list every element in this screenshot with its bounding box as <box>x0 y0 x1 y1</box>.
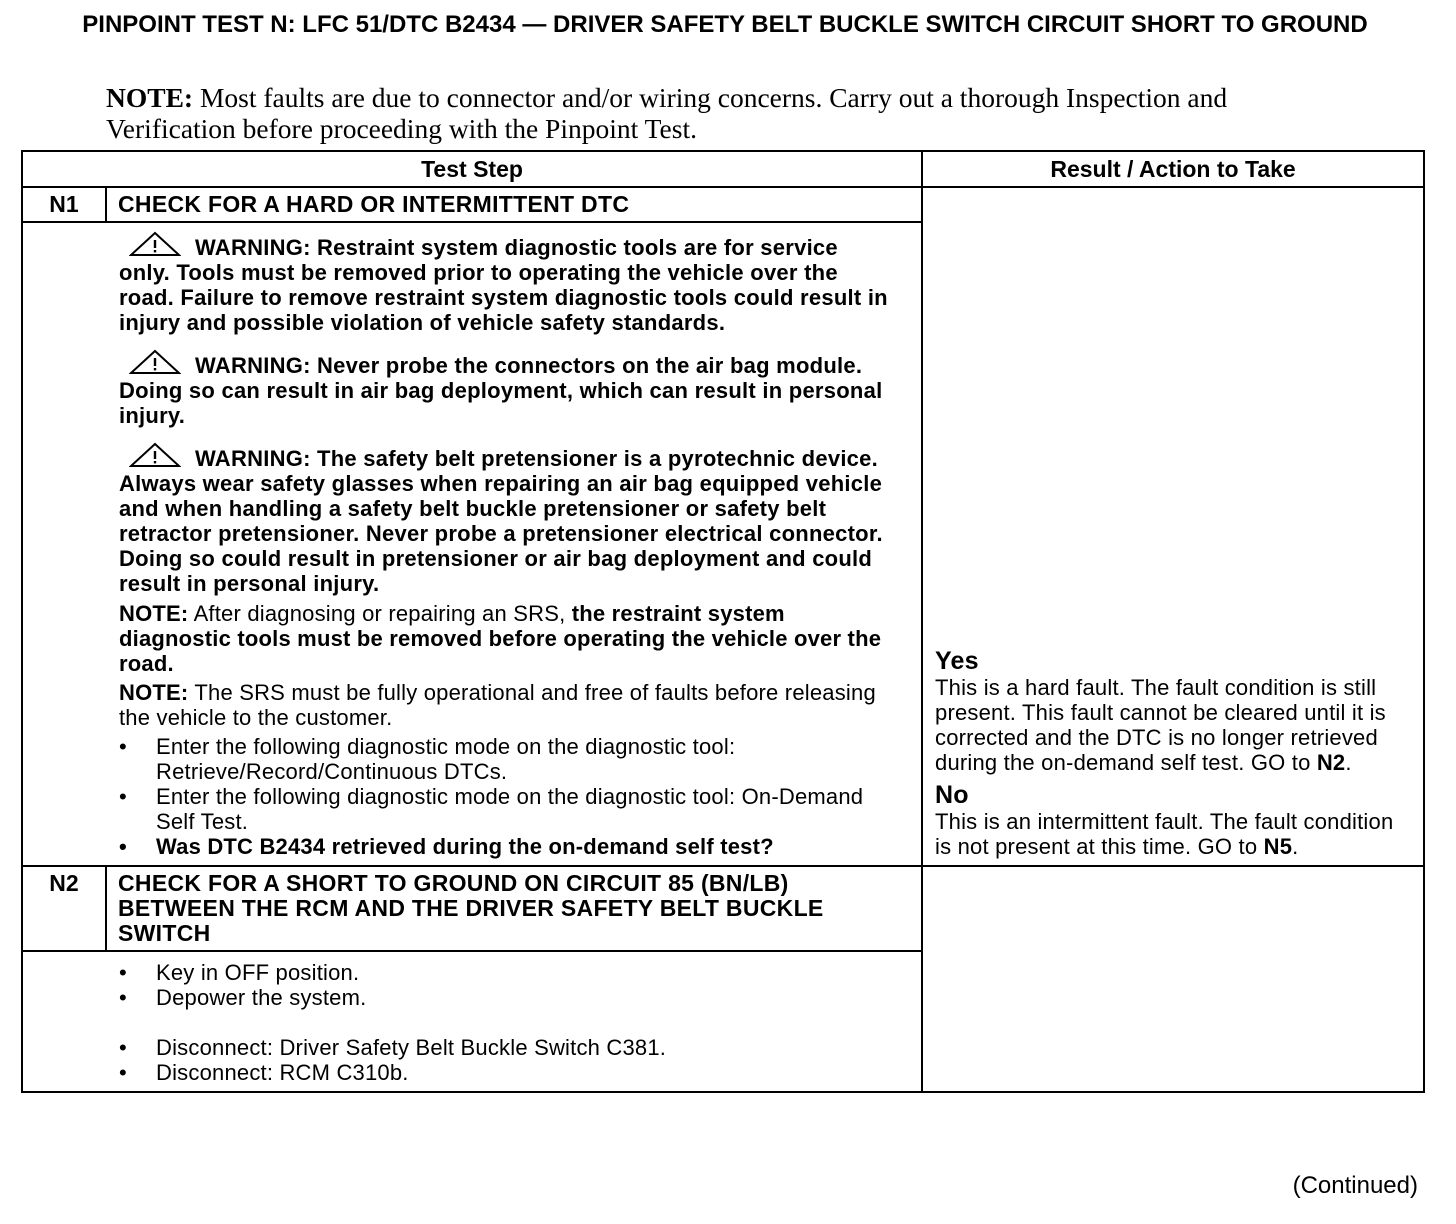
step-heading: CHECK FOR A HARD OR INTERMITTENT DTC <box>106 187 922 222</box>
list-item: • Enter the following diagnostic mode on the diagnostic tool: On-Demand Self Test. <box>119 784 891 834</box>
step-n1-heading-row <box>22 187 1424 222</box>
list-item: • Depower the system. <box>119 985 891 1010</box>
goto-link[interactable]: N2 <box>1316 750 1346 775</box>
intro-note <box>106 82 1306 144</box>
step-instructions <box>119 734 891 859</box>
step-n2-heading-row <box>22 866 1424 951</box>
warning-triangle-icon <box>129 442 181 468</box>
note-block: NOTE: The SRS must be fully operational and free of faults before releasing the vehicle to the customer. <box>119 680 876 730</box>
step-body <box>22 951 922 1092</box>
warning-triangle-icon <box>129 349 181 375</box>
step-heading: CHECK FOR A SHORT TO GROUND ON CIRCUIT 85 (BN/LB) BETWEEN THE RCM AND THE DRIVER SAFETY BELT BUCKLE SWITCH <box>106 866 922 951</box>
header-test-step: Test Step <box>22 151 922 187</box>
step-instructions <box>119 960 891 1085</box>
step-n1-results <box>922 187 1424 866</box>
step-id: N1 <box>22 187 106 222</box>
warning-block: WARNING: Restraint system diagnostic tools are for service only. Tools must be removed prior to operating the vehicle over the road. Failure to remove restraint system diagnostic tools could result in injury and possible violation of vehicle safety standards. <box>119 231 891 335</box>
warning-block: WARNING: Never probe the connectors on the air bag module. Doing so can result in air bag deployment, which can result in personal injury. <box>119 349 891 428</box>
step-body <box>22 222 922 866</box>
list-item: • Enter the following diagnostic mode on the diagnostic tool: Retrieve/Record/Continuous DTCs. <box>119 734 891 784</box>
note-block: NOTE: After diagnosing or repairing an SRS, the restraint system diagnostic tools must be removed before operating the vehicle over the road. <box>119 601 882 676</box>
list-item: • Was DTC B2434 retrieved during the on-demand self test? <box>119 834 891 859</box>
continued-label: (Continued) <box>1292 1172 1418 1199</box>
goto-link[interactable]: N5 <box>1263 834 1293 859</box>
page-title: PINPOINT TEST N: LFC 51/DTC B2434 — DRIVER SAFETY BELT BUCKLE SWITCH CIRCUIT SHORT TO GROUND <box>82 11 1368 38</box>
result-text: This is a hard fault. The fault condition is still present. This fault cannot be cleared until it is corrected and the DTC is no longer retrieved during the on-demand self test. GO to N2. <box>935 675 1386 775</box>
list-item: • Disconnect: RCM C310b. <box>119 1060 891 1085</box>
step-n2-results <box>922 866 1424 1092</box>
step-id: N2 <box>22 866 106 951</box>
warning-block: WARNING: The safety belt pretensioner is a pyrotechnic device. Always wear safety glasses when repairing an air bag equipped vehicle and when handling a safety belt buckle pretensioner or safety belt retractor pretensioner. Never probe a pretensioner electrical connector. Doing so could result in pretensioner or air bag deployment and could result in personal injury. <box>119 442 891 596</box>
intro-note-text: Most faults are due to connector and/or wiring concerns. Carry out a thorough Inspection and Verification before proceeding with the Pinpoint Test. <box>106 82 1228 144</box>
list-item: • Key in OFF position. <box>119 960 891 985</box>
result-answer: Yes <box>935 647 979 675</box>
pinpoint-test-table <box>21 150 1425 1093</box>
warning-triangle-icon <box>129 231 181 257</box>
list-item: • Disconnect: Driver Safety Belt Buckle Switch C381. <box>119 1035 891 1060</box>
result-answer: No <box>935 781 969 809</box>
header-result-action: Result / Action to Take <box>922 151 1424 187</box>
intro-note-label: NOTE: <box>106 82 194 113</box>
table-header-row <box>22 151 1424 187</box>
result-text: This is an intermittent fault. The fault condition is not present at this time. GO to N5. <box>935 809 1394 859</box>
